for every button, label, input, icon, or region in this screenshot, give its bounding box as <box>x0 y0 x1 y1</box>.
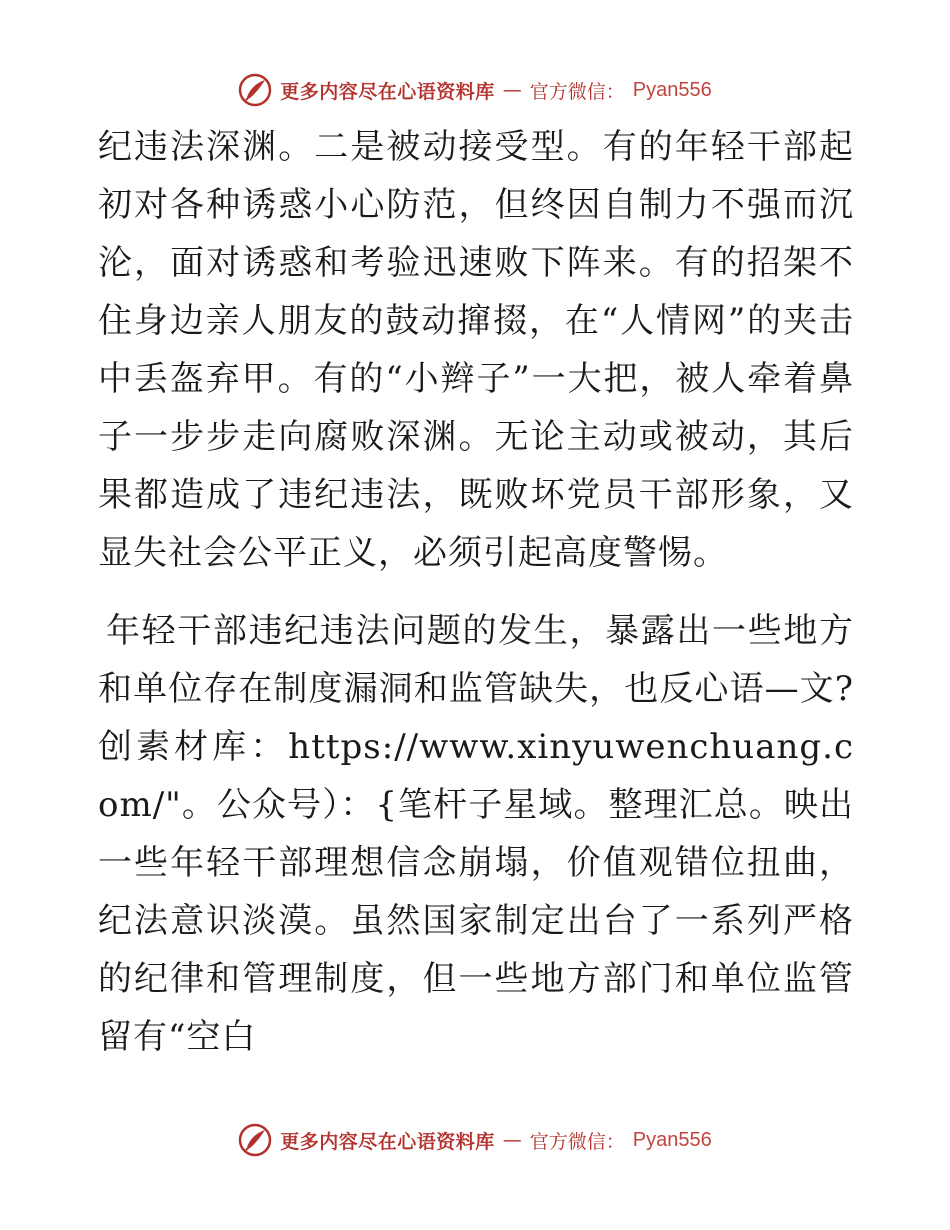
header-banner <box>0 70 950 110</box>
paragraph-1: 纪违法深渊。二是被动接受型。有的年轻干部起初对各种诱惑小心防范，但终因自制力不强而沉沦，面对诱惑和考验迅速败下阵来。有的招架不住身边亲人朋友的鼓动撺掇，在“人情网”的夹击中丢盔弃甲。有的“小辫子”一大把，被人牵着鼻子一步步走向腐败深渊。无论主动或被动，其后果都造成了违纪违法，既败坏党员干部形象，又显失社会公平正义，必须引起高度警惕。 <box>98 127 854 573</box>
footer-wechat-label: 官方微信： <box>529 1130 625 1153</box>
footer-separator: — <box>502 1129 522 1151</box>
document-body <box>98 118 854 1066</box>
footer-site-text: 更多内容尽在心语资料库 <box>280 1130 495 1153</box>
header-separator: — <box>502 79 522 101</box>
header-site-text: 更多内容尽在心语资料库 <box>280 80 495 103</box>
quill-logo-icon <box>238 1123 272 1157</box>
footer-wechat-account: Pyan556 <box>632 1128 712 1151</box>
header-wechat-account: Pyan556 <box>632 78 712 101</box>
paragraph-2: 年轻干部违纪违法问题的发生，暴露出一些地方和单位存在制度漏洞和监管缺失，也反心语—文?创素材库：https://www.xinyuwenchuang.com/"。公众号）：{笔杆子星域。整理汇总。映出一些年轻干部理想信念崩塌，价值观错位扭曲，纪法意识淡漠。虽然国家制定出台了一系列严格的纪律和管理制度，但一些地方部门和单位监管留有“空白 <box>98 611 854 1057</box>
header-wechat-label: 官方微信： <box>529 80 625 103</box>
quill-logo-icon <box>238 73 272 107</box>
footer-banner <box>0 1120 950 1160</box>
